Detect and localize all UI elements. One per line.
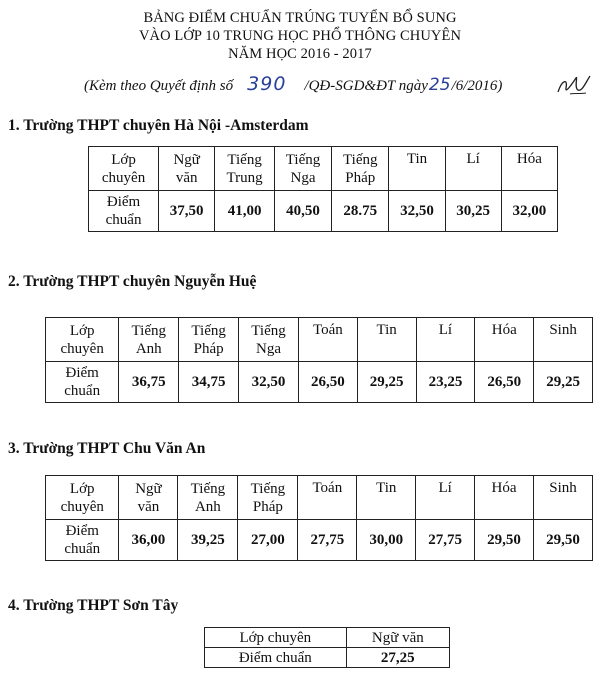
handwritten-initials-signature [556,72,592,98]
subject-header: Hóa [475,476,534,520]
subject-header: Sinh [534,318,593,362]
row-label-class: Lớp chuyên [205,628,347,648]
score-cell: 26,50 [298,362,357,403]
score-cell: 36,75 [119,362,179,403]
table-row-subjects [89,147,558,191]
score-cell: 39,25 [178,520,238,561]
score-cell: 27,75 [416,520,475,561]
subject-header: Tiếng Nga [274,147,331,191]
subject-header: Ngữ văn [159,147,215,191]
table-row-scores [46,520,593,561]
score-cell: 41,00 [215,191,275,232]
subject-header: Tiếng Pháp [179,318,239,362]
subject-header: Tin [389,147,445,191]
score-cell: 26,50 [475,362,534,403]
table-row-scores [205,648,450,668]
score-cell: 29,50 [475,520,534,561]
score-table-son-tay [204,627,450,668]
score-cell: 29,50 [534,520,593,561]
decision-middle: /QĐ-SGD&ĐT ngày [304,78,428,94]
document-title-line-3: NĂM HỌC 2016 - 2017 [228,46,372,62]
decision-number-handwritten: 390 [247,73,287,95]
table-row-subjects [205,628,450,648]
subject-header: Ngữ văn [346,628,449,648]
score-cell: 28.75 [332,191,389,232]
subject-header: Lí [416,318,475,362]
score-cell: 30,00 [357,520,416,561]
document-title-line-2: VÀO LỚP 10 TRUNG HỌC PHỔ THÔNG CHUYÊN [138,28,462,44]
subject-header: Toán [298,476,357,520]
decision-suffix: /6/2016) [451,78,503,94]
row-label-score: Điểm chuẩn [46,362,119,403]
score-table-amsterdam [88,146,558,232]
subject-header: Tiếng Anh [178,476,238,520]
subject-header: Toán [298,318,357,362]
score-cell: 30,25 [445,191,501,232]
table-row-scores [46,362,593,403]
score-cell: 23,25 [416,362,475,403]
subject-header: Tiếng Pháp [332,147,389,191]
subject-header: Tiếng Pháp [238,476,298,520]
table-row-subjects [46,476,593,520]
score-cell: 34,75 [179,362,239,403]
decision-reference [84,73,502,95]
subject-header: Tin [357,318,416,362]
score-cell: 27,75 [298,520,357,561]
score-cell: 32,50 [239,362,299,403]
section-title-son-tay: 4. Trường THPT Sơn Tây [8,597,179,614]
table-row-subjects [46,318,593,362]
row-label-score: Điểm chuẩn [89,191,159,232]
subject-header: Tin [357,476,416,520]
subject-header: Tiếng Nga [239,318,299,362]
score-cell: 40,50 [274,191,331,232]
score-cell: 36,00 [119,520,178,561]
row-label-score: Điểm chuẩn [205,648,347,668]
subject-header: Lí [445,147,501,191]
score-cell: 37,50 [159,191,215,232]
decision-day-handwritten: 25 [428,75,451,95]
subject-header: Hóa [475,318,534,362]
score-cell: 32,50 [389,191,445,232]
subject-header: Ngữ văn [119,476,178,520]
row-label-class: Lớp chuyên [46,476,119,520]
decision-prefix: (Kèm theo Quyết định số [84,78,234,94]
subject-header: Sinh [534,476,593,520]
row-label-score: Điểm chuẩn [46,520,119,561]
score-cell: 29,25 [534,362,593,403]
section-title-nguyen-hue: 2. Trường THPT chuyên Nguyễn Huệ [8,273,257,290]
score-cell: 32,00 [501,191,557,232]
score-cell: 29,25 [357,362,416,403]
document-title-line-1: BẢNG ĐIỂM CHUẨN TRÚNG TUYỂN BỔ SUNG [143,10,457,26]
subject-header: Hóa [501,147,557,191]
score-cell: 27,00 [238,520,298,561]
score-table-nguyen-hue [45,317,593,403]
subject-header: Tiếng Trung [215,147,275,191]
row-label-class: Lớp chuyên [46,318,119,362]
table-row-scores [89,191,558,232]
score-cell: 27,25 [346,648,449,668]
subject-header: Tiếng Anh [119,318,179,362]
subject-header: Lí [416,476,475,520]
section-title-amsterdam: 1. Trường THPT chuyên Hà Nội -Amsterdam [8,117,309,134]
score-table-chu-van-an [45,475,593,561]
section-title-chu-van-an: 3. Trường THPT Chu Văn An [8,440,206,457]
row-label-class: Lớp chuyên [89,147,159,191]
